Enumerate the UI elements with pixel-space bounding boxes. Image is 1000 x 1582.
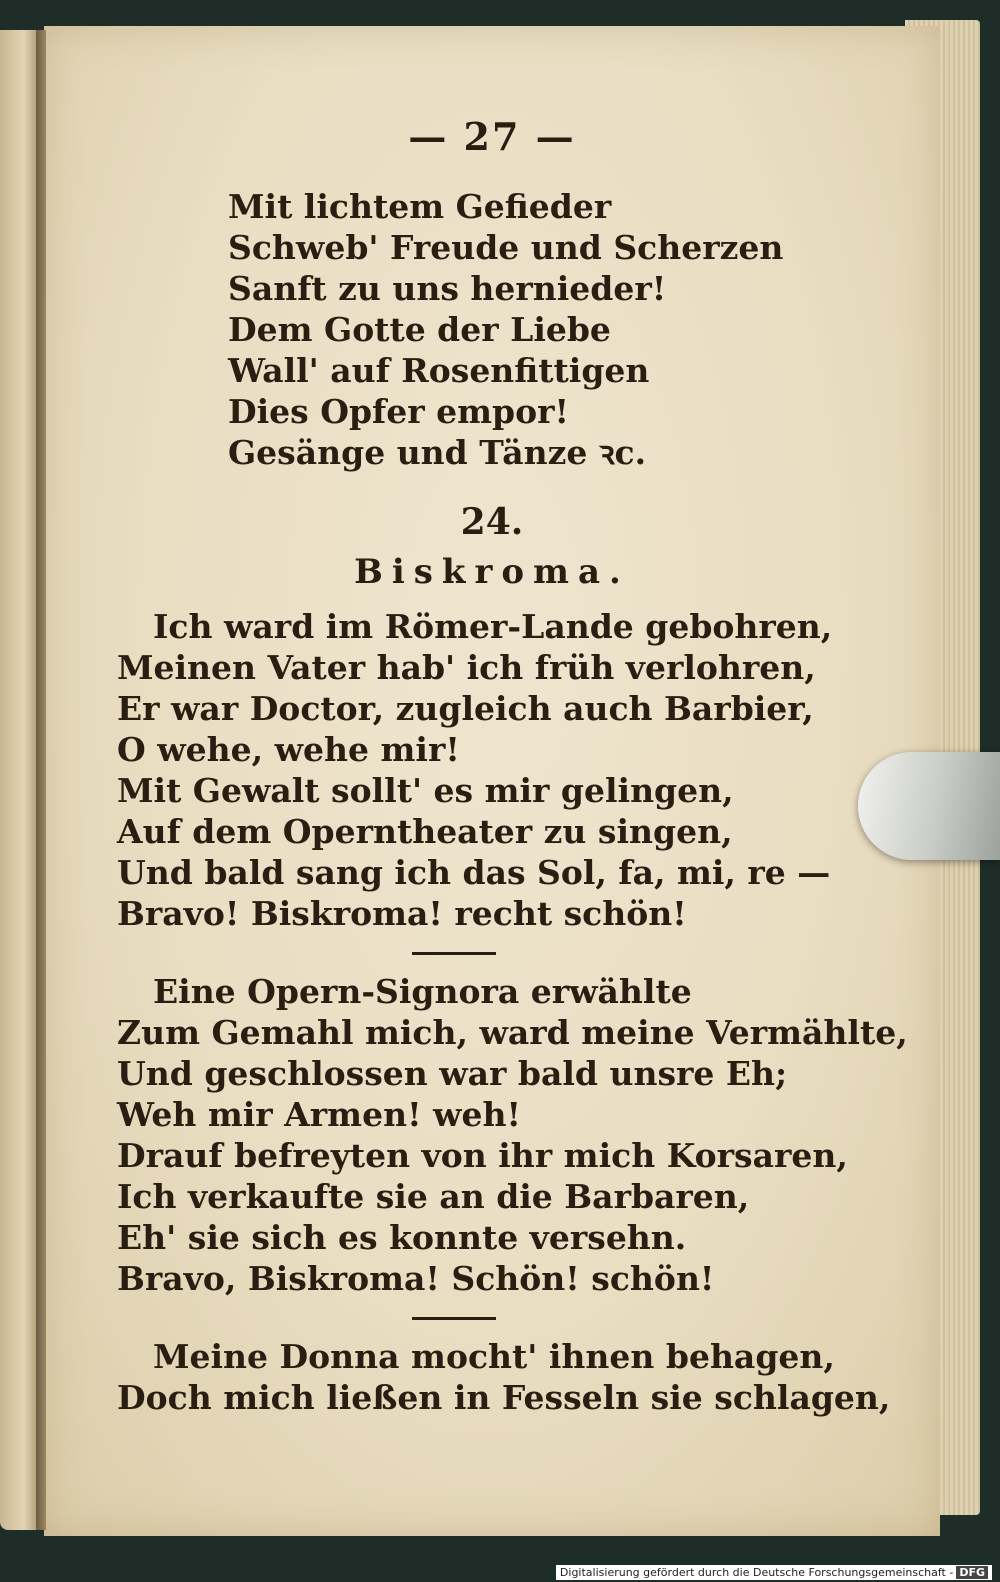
- verse-line: Auf dem Operntheater zu singen,: [117, 812, 733, 851]
- verse-line: Mit Gewalt sollt' es mir gelingen,: [117, 771, 734, 810]
- song-title: Biskroma.: [354, 552, 630, 592]
- verse-line: Eine Opern-Signora erwählte: [153, 972, 692, 1011]
- verse-line: Drauf befreyten von ihr mich Korsaren,: [117, 1136, 848, 1175]
- verse-line: Dies Opfer empor!: [228, 392, 569, 431]
- verse-line: Und bald sang ich das Sol, fa, mi, re —: [117, 853, 831, 892]
- left-page-edge: [0, 30, 40, 1530]
- credit-text: Digitalisierung gefördert durch die Deutsche Forschungsgemeinschaft -: [559, 1566, 954, 1579]
- verse-line: Sanft zu uns hernieder!: [228, 269, 667, 308]
- book-page: [44, 26, 940, 1536]
- page-number: — 27 —: [408, 114, 576, 159]
- verse-line: Zum Gemahl mich, ward meine Vermählte,: [117, 1013, 908, 1052]
- verse-line: Doch mich ließen in Fesseln sie schlagen,: [117, 1378, 891, 1417]
- verse-line: Ich ward im Römer-Lande gebohren,: [153, 607, 833, 646]
- song-number: 24.: [460, 501, 524, 543]
- digitization-credit: [556, 1565, 992, 1580]
- page-text: [44, 26, 940, 1536]
- stanza-divider: [412, 1317, 496, 1320]
- verse-line: Gesänge und Tänze ꝛc.: [228, 433, 647, 472]
- stanza-3: [117, 971, 908, 1299]
- verse-line: Meine Donna mocht' ihnen behagen,: [153, 1337, 835, 1376]
- verse-line: O wehe, wehe mir!: [117, 730, 460, 769]
- stanza-4: [117, 1336, 890, 1418]
- verse-line: Schweb' Freude und Scherzen: [228, 228, 784, 267]
- stanza-divider: [412, 952, 496, 955]
- dfg-logo-icon: DFG: [956, 1566, 988, 1579]
- verse-line: Meinen Vater hab' ich früh verlohren,: [117, 648, 816, 687]
- verse-line: Weh mir Armen! weh!: [117, 1095, 521, 1134]
- verse-line: Mit lichtem Gefieder: [228, 187, 612, 226]
- verse-line: Eh' sie sich es konnte versehn.: [117, 1218, 687, 1257]
- verse-line: Bravo, Biskroma! Schön! schön!: [117, 1259, 715, 1298]
- verse-line: Bravo! Biskroma! recht schön!: [117, 894, 687, 933]
- verse-line: Wall' auf Rosenfittigen: [228, 351, 650, 390]
- stanza-1: [192, 186, 783, 473]
- book-gutter: [36, 30, 46, 1530]
- verse-line: Dem Gotte der Liebe: [228, 310, 611, 349]
- page-clip: [858, 752, 1000, 860]
- verse-line: Und geschlossen war bald unsre Eh;: [117, 1054, 788, 1093]
- verse-line: Er war Doctor, zugleich auch Barbier,: [117, 689, 814, 728]
- verse-line: Ich verkaufte sie an die Barbaren,: [117, 1177, 750, 1216]
- stanza-2: [117, 606, 832, 934]
